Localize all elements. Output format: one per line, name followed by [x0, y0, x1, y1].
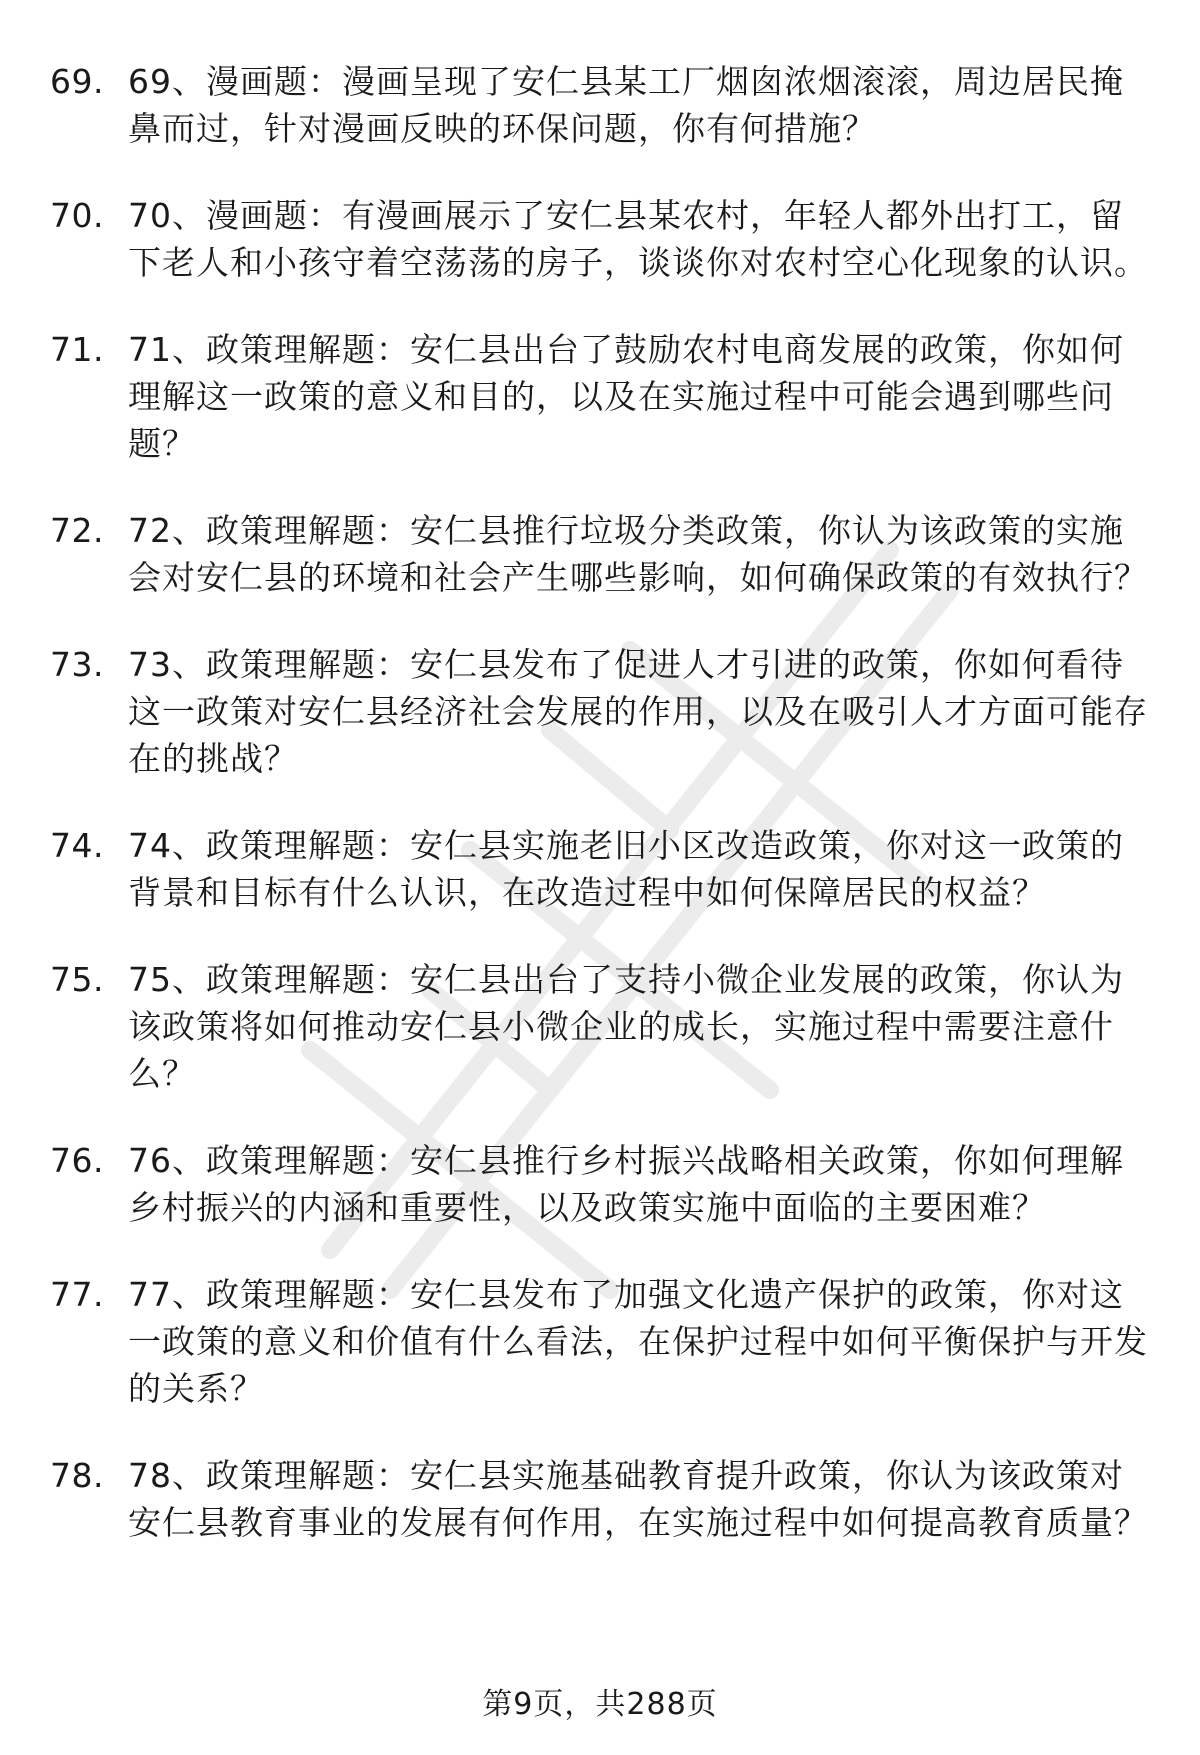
question-number: 78.	[50, 1456, 104, 1495]
list-item	[50, 192, 1150, 286]
list-item	[50, 641, 1150, 782]
question-text: 74、政策理解题：安仁县实施老旧小区改造政策，你对这一政策的背景和目标有什么认识，在改造过程中如何保障居民的权益？	[128, 826, 1124, 912]
question-text: 70、漫画题：有漫画展示了安仁县某农村，年轻人都外出打工，留下老人和小孩守着空荡荡的房子，谈谈你对农村空心化现象的认识。	[128, 196, 1148, 282]
question-number: 75.	[50, 960, 104, 999]
list-item	[50, 326, 1150, 467]
list-item	[50, 507, 1150, 601]
question-text: 73、政策理解题：安仁县发布了促进人才引进的政策，你如何看待这一政策对安仁县经济社会发展的作用，以及在吸引人才方面可能存在的挑战？	[128, 645, 1148, 778]
list-item	[50, 956, 1150, 1097]
question-list	[50, 58, 1150, 1586]
question-number: 72.	[50, 511, 104, 550]
question-text: 77、政策理解题：安仁县发布了加强文化遗产保护的政策，你对这一政策的意义和价值有什么看法，在保护过程中如何平衡保护与开发的关系？	[128, 1275, 1148, 1408]
list-item	[50, 1452, 1150, 1546]
list-item	[50, 822, 1150, 916]
question-text: 69、漫画题：漫画呈现了安仁县某工厂烟囱浓烟滚滚，周边居民掩鼻而过，针对漫画反映的环保问题，你有何措施？	[128, 62, 1124, 148]
question-text: 75、政策理解题：安仁县出台了支持小微企业发展的政策，你认为该政策将如何推动安仁县小微企业的成长，实施过程中需要注意什么？	[128, 960, 1124, 1093]
question-text: 76、政策理解题：安仁县推行乡村振兴战略相关政策，你如何理解乡村振兴的内涵和重要性，以及政策实施中面临的主要困难？	[128, 1141, 1124, 1227]
list-item	[50, 1137, 1150, 1231]
question-number: 73.	[50, 645, 104, 684]
question-text: 78、政策理解题：安仁县实施基础教育提升政策，你认为该政策对安仁县教育事业的发展有何作用，在实施过程中如何提高教育质量？	[128, 1456, 1148, 1542]
question-number: 77.	[50, 1275, 104, 1314]
list-item	[50, 58, 1150, 152]
question-number: 71.	[50, 330, 104, 369]
question-text: 71、政策理解题：安仁县出台了鼓励农村电商发展的政策，你如何理解这一政策的意义和目的，以及在实施过程中可能会遇到哪些问题？	[128, 330, 1124, 463]
question-number: 76.	[50, 1141, 104, 1180]
question-number: 74.	[50, 826, 104, 865]
question-number: 70.	[50, 196, 104, 235]
question-text: 72、政策理解题：安仁县推行垃圾分类政策，你认为该政策的实施会对安仁县的环境和社会产生哪些影响，如何确保政策的有效执行？	[128, 511, 1148, 597]
page-footer: 第9页，共288页	[482, 1687, 718, 1722]
question-number: 69.	[50, 62, 104, 101]
list-item	[50, 1271, 1150, 1412]
